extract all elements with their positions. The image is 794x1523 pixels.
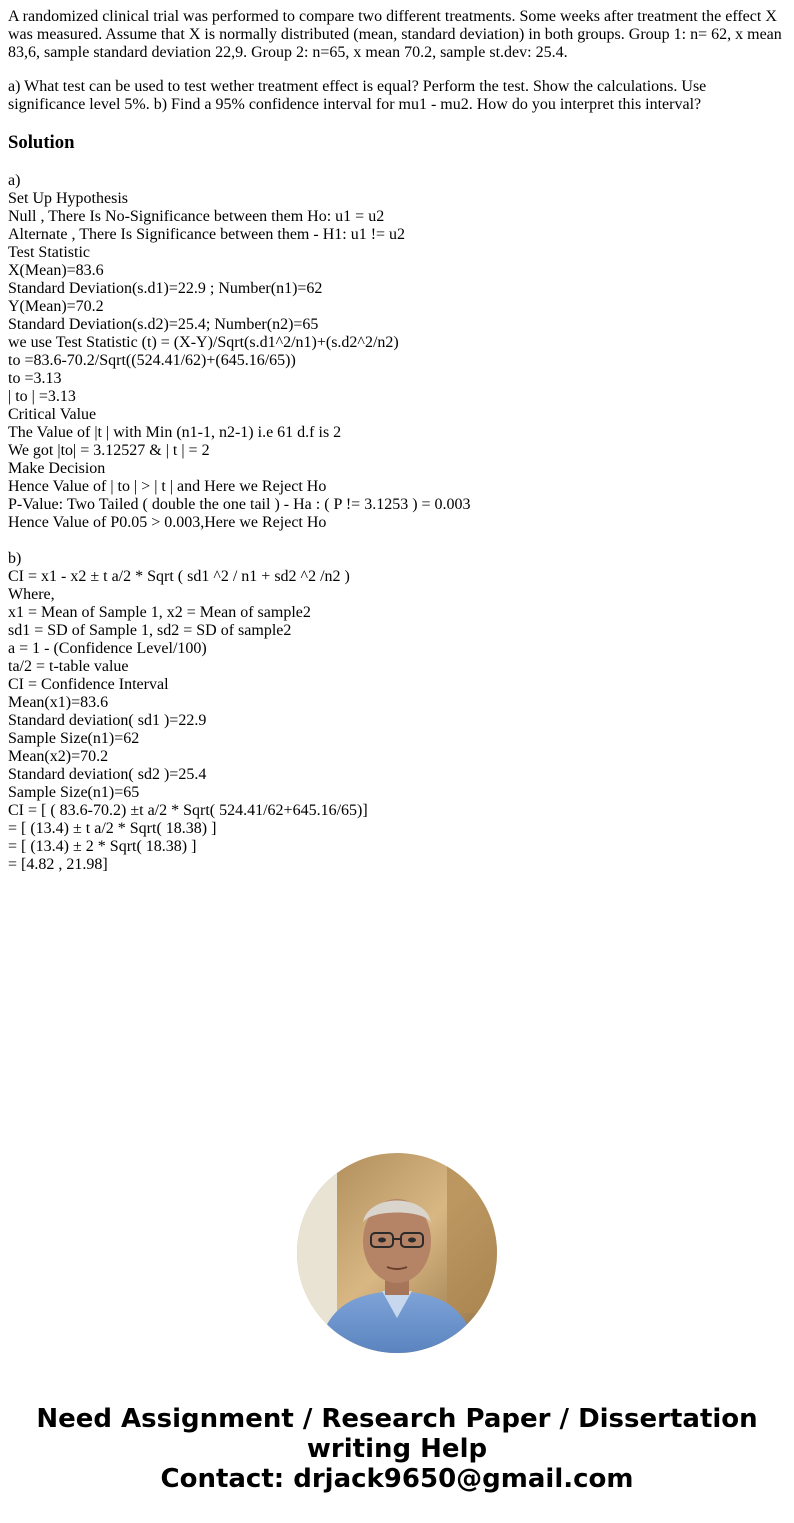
solution-line: Sample Size(n1)=65 — [8, 784, 140, 801]
solution-line: CI = [ ( 83.6-70.2) ±t a/2 * Sqrt( 524.41/62+645.16/65)] — [8, 802, 368, 819]
footer-line-1: Need Assignment / Research Paper / Dissertation — [36, 1404, 758, 1434]
solution-line: Hence Value of P0.05 > 0.003,Here we Reject Ho — [8, 514, 327, 531]
solution-line: Make Decision — [8, 460, 106, 477]
solution-line: = [4.82 , 21.98] — [8, 856, 108, 873]
solution-line: Test Statistic — [8, 244, 90, 261]
solution-line: Standard deviation( sd1 )=22.9 — [8, 712, 207, 729]
solution-line: to =83.6-70.2/Sqrt((524.41/62)+(645.16/65)) — [8, 352, 296, 369]
solution-line — [8, 532, 786, 550]
solution-line: Y(Mean)=70.2 — [8, 298, 104, 315]
footer-line-2: writing Help — [306, 1434, 488, 1464]
solution-line: sd1 = SD of Sample 1, sd2 = SD of sample2 — [8, 622, 292, 639]
solution-line: a = 1 - (Confidence Level/100) — [8, 640, 207, 657]
solution-line: Where, — [8, 586, 55, 603]
solution-line: x1 = Mean of Sample 1, x2 = Mean of sample2 — [8, 604, 311, 621]
question-paragraph-2: a) What test can be used to test wether treatment effect is equal? Perform the test. Show the calculations. Use significance level 5%. b) Find a 95% confidence interval for mu1 - mu2. How do you interpret this interval? — [8, 78, 707, 113]
solution-line: CI = Confidence Interval — [8, 676, 169, 693]
solution-line: Standard deviation( sd2 )=25.4 — [8, 766, 207, 783]
solution-line: = [ (13.4) ± t a/2 * Sqrt( 18.38) ] — [8, 820, 217, 837]
author-photo — [297, 1153, 497, 1353]
solution-line: | to | =3.13 — [8, 388, 76, 405]
solution-line: Hence Value of | to | > | t | and Here we Reject Ho — [8, 478, 327, 495]
solution-line: Standard Deviation(s.d1)=22.9 ; Number(n1)=62 — [8, 280, 323, 297]
solution-line: Set Up Hypothesis — [8, 190, 128, 207]
solution-line: Null , There Is No-Significance between them Ho: u1 = u2 — [8, 208, 385, 225]
solution-line: The Value of |t | with Min (n1-1, n2-1) i.e 61 d.f is 2 — [8, 424, 342, 441]
solution-line: Standard Deviation(s.d2)=25.4; Number(n2)=65 — [8, 316, 319, 333]
footer-banner — [0, 1404, 794, 1494]
solution-body — [8, 172, 786, 874]
solution-line: Mean(x2)=70.2 — [8, 748, 109, 765]
solution-line: b) — [8, 550, 22, 567]
solution-line: Alternate , There Is Significance between them - H1: u1 != u2 — [8, 226, 406, 243]
solution-line: Critical Value — [8, 406, 97, 423]
solution-line: We got |to| = 3.12527 & | t | = 2 — [8, 442, 210, 459]
solution-line: = [ (13.4) ± 2 * Sqrt( 18.38) ] — [8, 838, 197, 855]
author-avatar — [297, 1153, 497, 1353]
solution-line: a) — [8, 172, 21, 189]
solution-line: CI = x1 - x2 ± t a/2 * Sqrt ( sd1 ^2 / n1 + sd2 ^2 /n2 ) — [8, 568, 350, 585]
solution-line: X(Mean)=83.6 — [8, 262, 104, 279]
solution-line: to =3.13 — [8, 370, 62, 387]
solution-heading: Solution — [8, 132, 75, 153]
solution-line: P-Value: Two Tailed ( double the one tail ) - Ha : ( P != 3.1253 ) = 0.003 — [8, 496, 471, 513]
footer-contact: Contact: drjack9650@gmail.com — [160, 1464, 634, 1494]
solution-line: Mean(x1)=83.6 — [8, 694, 109, 711]
solution-line: we use Test Statistic (t) = (X-Y)/Sqrt(s.d1^2/n1)+(s.d2^2/n2) — [8, 334, 399, 351]
solution-line: ta/2 = t-table value — [8, 658, 129, 675]
solution-line: Sample Size(n1)=62 — [8, 730, 140, 747]
question-paragraph-1: A randomized clinical trial was performed to compare two different treatments. Some weeks after treatment the effect X was measured. Assume that X is normally distributed (mean, standard deviation) in both groups. Group 1: n= 62, x mean 83,6, sample standard deviation 22,9. Group 2: n=65, x mean 70.2, sample st.dev: 25.4. — [8, 8, 782, 61]
